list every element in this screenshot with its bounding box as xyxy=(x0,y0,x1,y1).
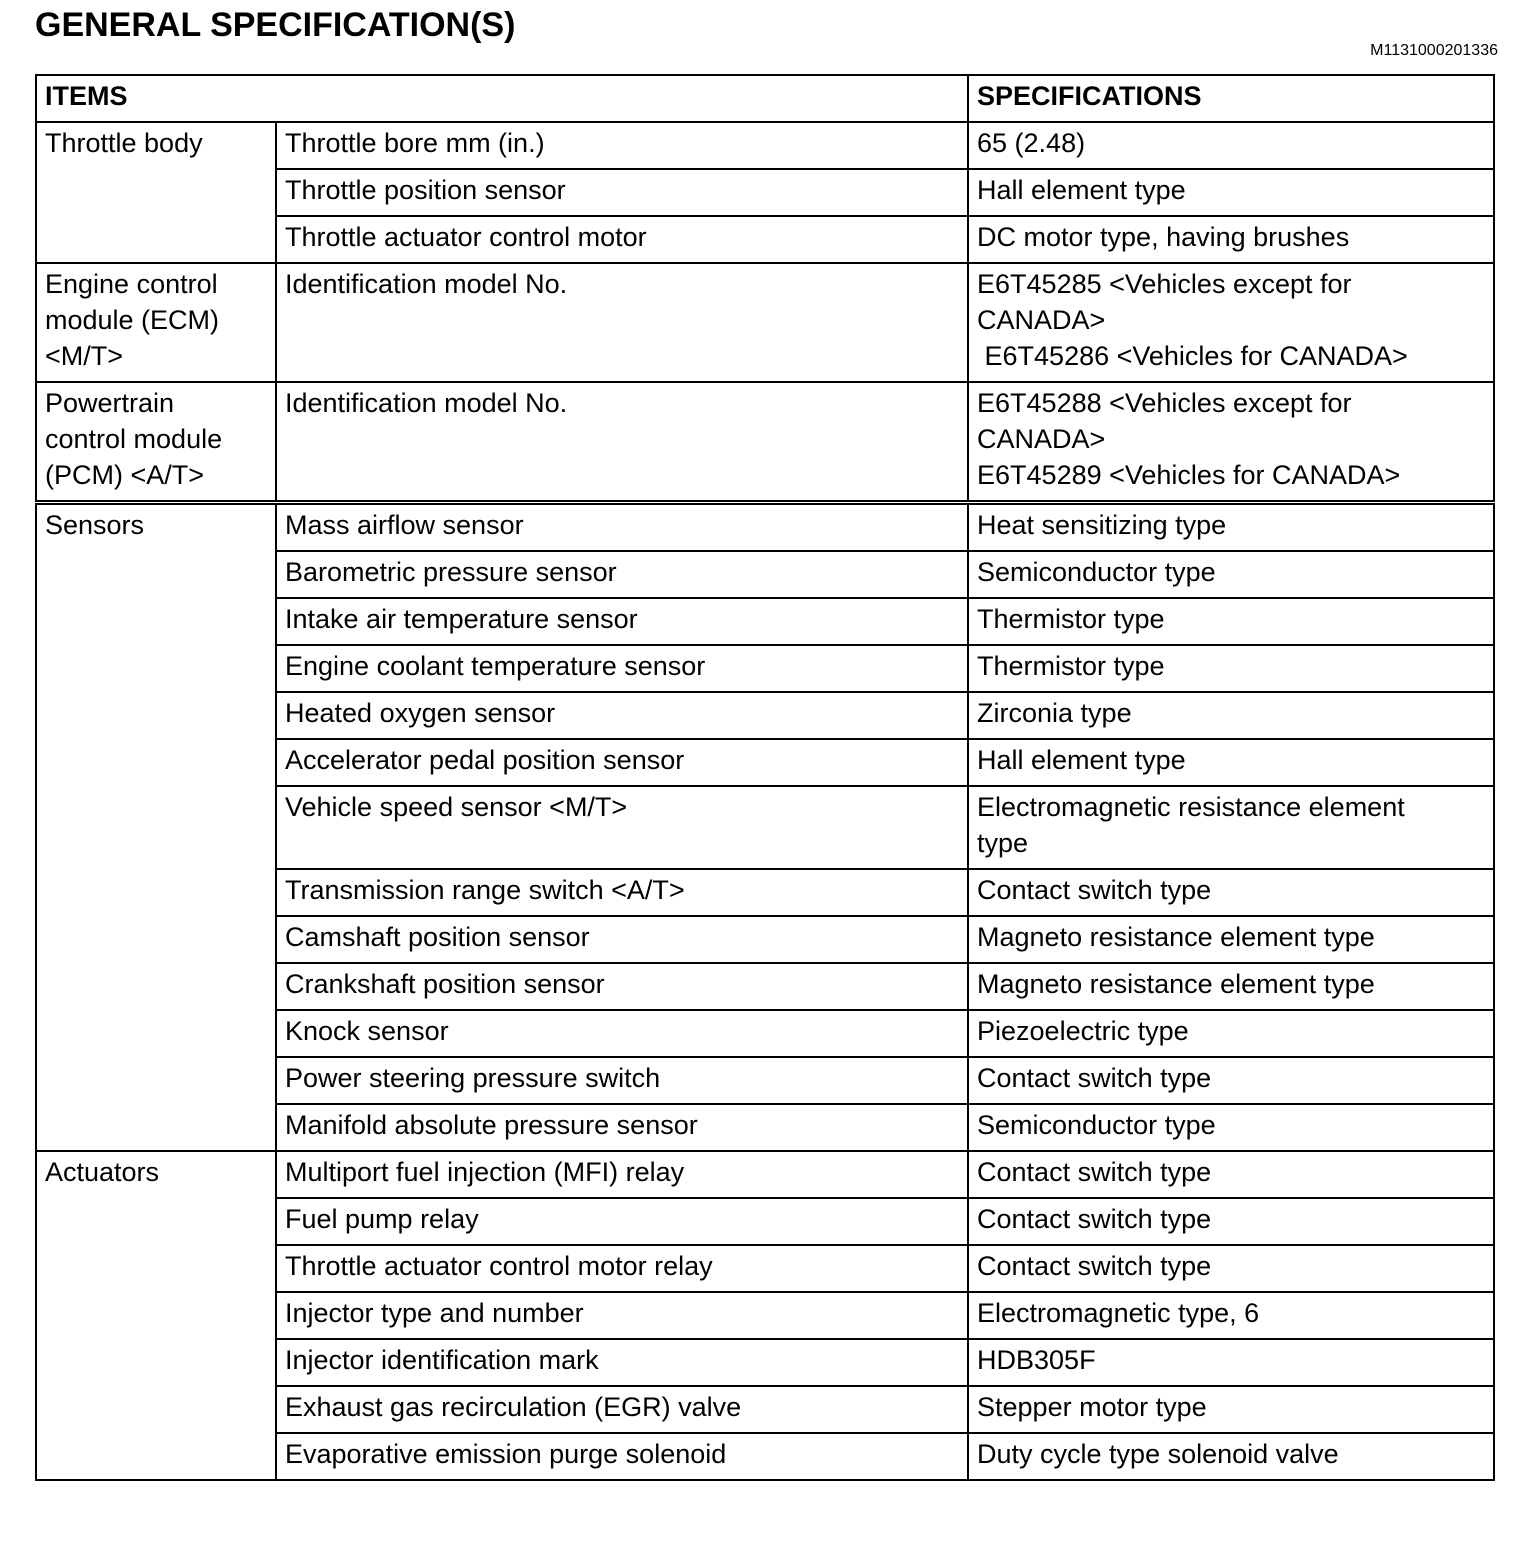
document-id: M1131000201336 xyxy=(1370,42,1498,59)
header-items: ITEMS xyxy=(36,75,968,122)
spec-line: E6T45286 <Vehicles for CANADA> xyxy=(977,341,1408,371)
item-cell: Accelerator pedal position sensor xyxy=(276,739,968,786)
spec-line: Semiconductor type xyxy=(977,557,1216,587)
item-cell: Transmission range switch <A/T> xyxy=(276,869,968,916)
spec-line: Contact switch type xyxy=(977,1251,1212,1281)
spec-line: Electromagnetic type, 6 xyxy=(977,1298,1260,1328)
group-label-line: <M/T> xyxy=(45,341,124,371)
item-cell: Mass airflow sensor xyxy=(276,503,968,552)
group-label-line: Sensors xyxy=(45,510,145,540)
item-cell: Throttle actuator control motor relay xyxy=(276,1245,968,1292)
item-cell: Throttle actuator control motor xyxy=(276,216,968,263)
spec-cell xyxy=(968,1433,1494,1480)
spec-line: Hall element type xyxy=(977,745,1186,775)
spec-line: DC motor type, having brushes xyxy=(977,222,1350,252)
item-cell: Manifold absolute pressure sensor xyxy=(276,1104,968,1151)
item-cell: Fuel pump relay xyxy=(276,1198,968,1245)
group-label-ecm xyxy=(36,263,276,382)
table-row xyxy=(36,382,1494,503)
spec-cell xyxy=(968,916,1494,963)
item-cell: Throttle bore mm (in.) xyxy=(276,122,968,169)
table-row xyxy=(36,263,1494,382)
spec-cell xyxy=(968,1057,1494,1104)
item-cell: Heated oxygen sensor xyxy=(276,692,968,739)
spec-cell xyxy=(968,1010,1494,1057)
group-label-throttle-body xyxy=(36,122,276,263)
item-cell: Intake air temperature sensor xyxy=(276,598,968,645)
spec-cell xyxy=(968,1386,1494,1433)
spec-table-body xyxy=(36,122,1494,1480)
spec-cell xyxy=(968,786,1494,869)
page-title: GENERAL SPECIFICATION(S) xyxy=(35,6,516,44)
spec-line: CANADA> xyxy=(977,305,1106,335)
table-row xyxy=(36,1151,1494,1198)
spec-line: E6T45288 <Vehicles except for xyxy=(977,388,1352,418)
group-label-line: Engine control xyxy=(45,269,218,299)
item-cell: Identification model No. xyxy=(276,382,968,503)
spec-line: Thermistor type xyxy=(977,651,1165,681)
item-cell: Power steering pressure switch xyxy=(276,1057,968,1104)
spec-line: Piezoelectric type xyxy=(977,1016,1189,1046)
spec-cell xyxy=(968,216,1494,263)
spec-cell xyxy=(968,263,1494,382)
spec-line: Duty cycle type solenoid valve xyxy=(977,1439,1339,1469)
spec-cell xyxy=(968,645,1494,692)
item-cell: Injector identification mark xyxy=(276,1339,968,1386)
item-cell: Evaporative emission purge solenoid xyxy=(276,1433,968,1480)
table-row xyxy=(36,122,1494,169)
spec-cell xyxy=(968,122,1494,169)
spec-cell xyxy=(968,963,1494,1010)
group-label-line: Actuators xyxy=(45,1157,160,1187)
spec-line: type xyxy=(977,828,1029,858)
spec-cell xyxy=(968,1292,1494,1339)
item-cell: Identification model No. xyxy=(276,263,968,382)
spec-line: Contact switch type xyxy=(977,1063,1212,1093)
spec-cell xyxy=(968,739,1494,786)
spec-table xyxy=(35,74,1495,1481)
spec-cell xyxy=(968,692,1494,739)
group-label-line: Throttle body xyxy=(45,128,203,158)
group-label-line: (PCM) <A/T> xyxy=(45,460,205,490)
spec-line: Semiconductor type xyxy=(977,1110,1216,1140)
spec-line: E6T45285 <Vehicles except for xyxy=(977,269,1352,299)
item-cell: Exhaust gas recirculation (EGR) valve xyxy=(276,1386,968,1433)
spec-line: CANADA> xyxy=(977,424,1106,454)
item-cell: Crankshaft position sensor xyxy=(276,963,968,1010)
group-label-actuators xyxy=(36,1151,276,1480)
spec-cell xyxy=(968,1198,1494,1245)
spec-cell xyxy=(968,382,1494,503)
spec-cell xyxy=(968,551,1494,598)
item-cell: Vehicle speed sensor <M/T> xyxy=(276,786,968,869)
header-specifications: SPECIFICATIONS xyxy=(968,75,1494,122)
spec-cell xyxy=(968,869,1494,916)
spec-cell xyxy=(968,169,1494,216)
item-cell: Knock sensor xyxy=(276,1010,968,1057)
table-row xyxy=(36,503,1494,552)
spec-cell xyxy=(968,503,1494,552)
spec-line: 65 (2.48) xyxy=(977,128,1086,158)
item-cell: Barometric pressure sensor xyxy=(276,551,968,598)
spec-line: Electromagnetic resistance element xyxy=(977,792,1405,822)
spec-line: Contact switch type xyxy=(977,875,1212,905)
spec-cell xyxy=(968,1151,1494,1198)
spec-line: Thermistor type xyxy=(977,604,1165,634)
header-row xyxy=(36,75,1494,122)
spec-line: Zirconia type xyxy=(977,698,1132,728)
group-label-sensors xyxy=(36,503,276,1152)
spec-cell xyxy=(968,1245,1494,1292)
spec-line: E6T45289 <Vehicles for CANADA> xyxy=(977,460,1401,490)
item-cell: Camshaft position sensor xyxy=(276,916,968,963)
group-label-pcm xyxy=(36,382,276,503)
item-cell: Engine coolant temperature sensor xyxy=(276,645,968,692)
group-label-line: Powertrain xyxy=(45,388,175,418)
spec-cell xyxy=(968,598,1494,645)
group-label-line: module (ECM) xyxy=(45,305,220,335)
item-cell: Multiport fuel injection (MFI) relay xyxy=(276,1151,968,1198)
spec-line: Magneto resistance element type xyxy=(977,922,1375,952)
item-cell: Throttle position sensor xyxy=(276,169,968,216)
spec-line: Contact switch type xyxy=(977,1157,1212,1187)
spec-cell xyxy=(968,1339,1494,1386)
spec-line: Magneto resistance element type xyxy=(977,969,1375,999)
spec-line: Stepper motor type xyxy=(977,1392,1207,1422)
spec-line: Contact switch type xyxy=(977,1204,1212,1234)
spec-line: Heat sensitizing type xyxy=(977,510,1227,540)
spec-line: Hall element type xyxy=(977,175,1186,205)
spec-cell xyxy=(968,1104,1494,1151)
spec-line: HDB305F xyxy=(977,1345,1096,1375)
group-label-line: control module xyxy=(45,424,223,454)
item-cell: Injector type and number xyxy=(276,1292,968,1339)
